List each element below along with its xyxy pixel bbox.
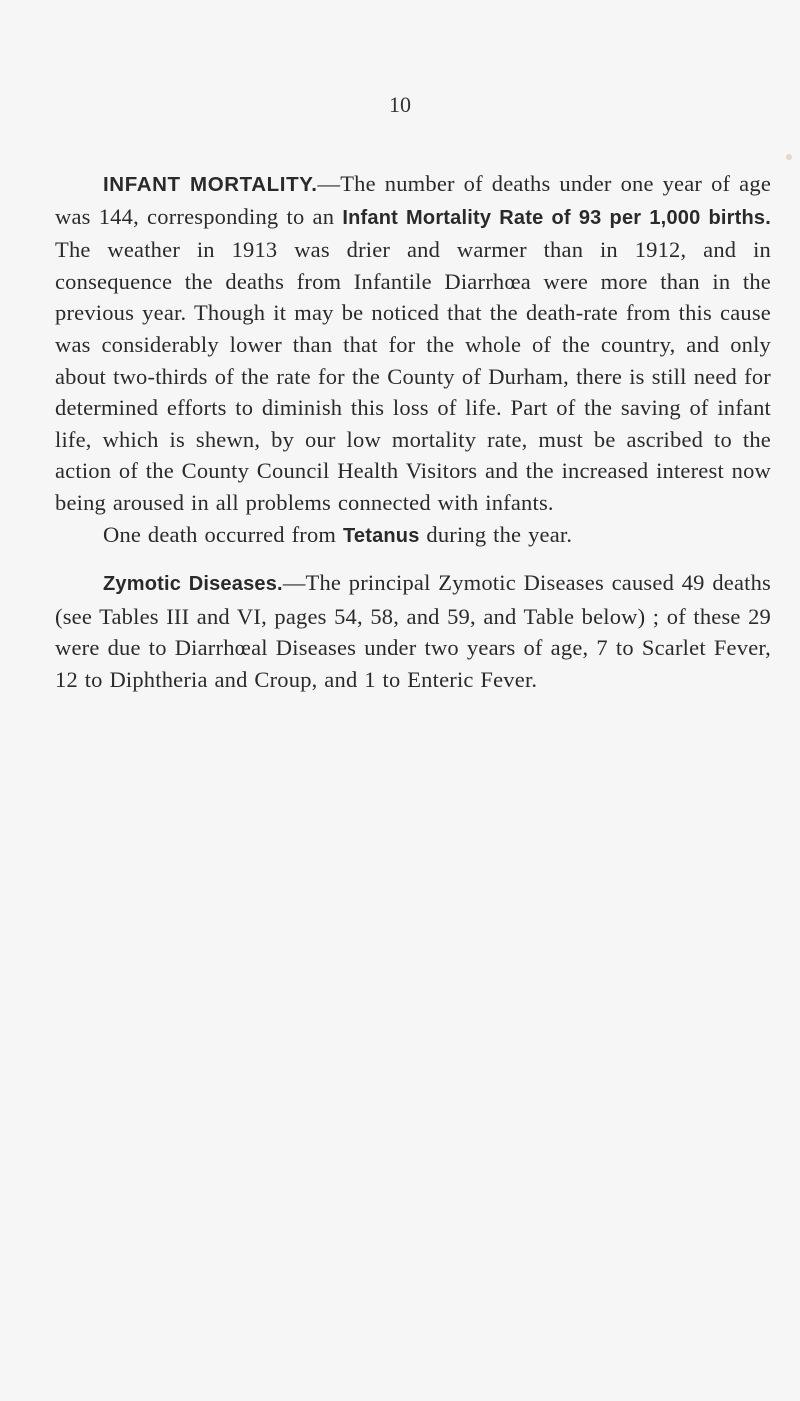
zymotic-text: —The principal Zymotic Diseases caused 49 deaths (see Tables III and VI, pages 54, 58, and 59, and Table below) ; of these 29 were due to Diarrhœal Diseases under two years of age, 7 to Scarlet Fever, 12 to Diphtheria and Croup, and 1 to Enteric Fever.	[55, 570, 771, 692]
page-number: 10	[389, 92, 411, 117]
paper-speck	[786, 154, 792, 160]
zymotic-paragraph	[55, 567, 771, 695]
infant-mortality-paragraph	[55, 168, 771, 519]
zymotic-heading: Zymotic Diseases.	[103, 573, 283, 596]
tetanus-text-1: One death occurred from	[103, 521, 343, 547]
body-text	[55, 168, 771, 696]
tetanus-text-2: during the year.	[419, 521, 573, 547]
tetanus-paragraph	[55, 519, 771, 553]
tetanus-term: Tetanus	[342, 524, 420, 547]
infant-mortality-text-2: The weather in 1913 was drier and warmer than in 1912, and in consequence the deaths from Infantile Diarrhœa were more than in the previous year. Though it may be noticed that the death-rate from this cause was considerably lower than that for the whole of the country, and only about two-thirds of the rate for the County of Durham, there is still need for determined efforts to diminish this loss of life. Part of the saving of infant life, which is shewn, by our low mortality rate, must be ascribed to the action of the County Council Health Visitors and the increased interest now being aroused in all problems connected with infants.	[55, 237, 771, 515]
infant-mortality-rate: Infant Mortality Rate of 93 per 1,000 births.	[342, 206, 771, 229]
infant-mortality-text-1: —The number of deaths under one year of age was 144, corresponding to an	[55, 171, 772, 229]
infant-mortality-heading: INFANT MORTALITY.	[103, 173, 318, 196]
